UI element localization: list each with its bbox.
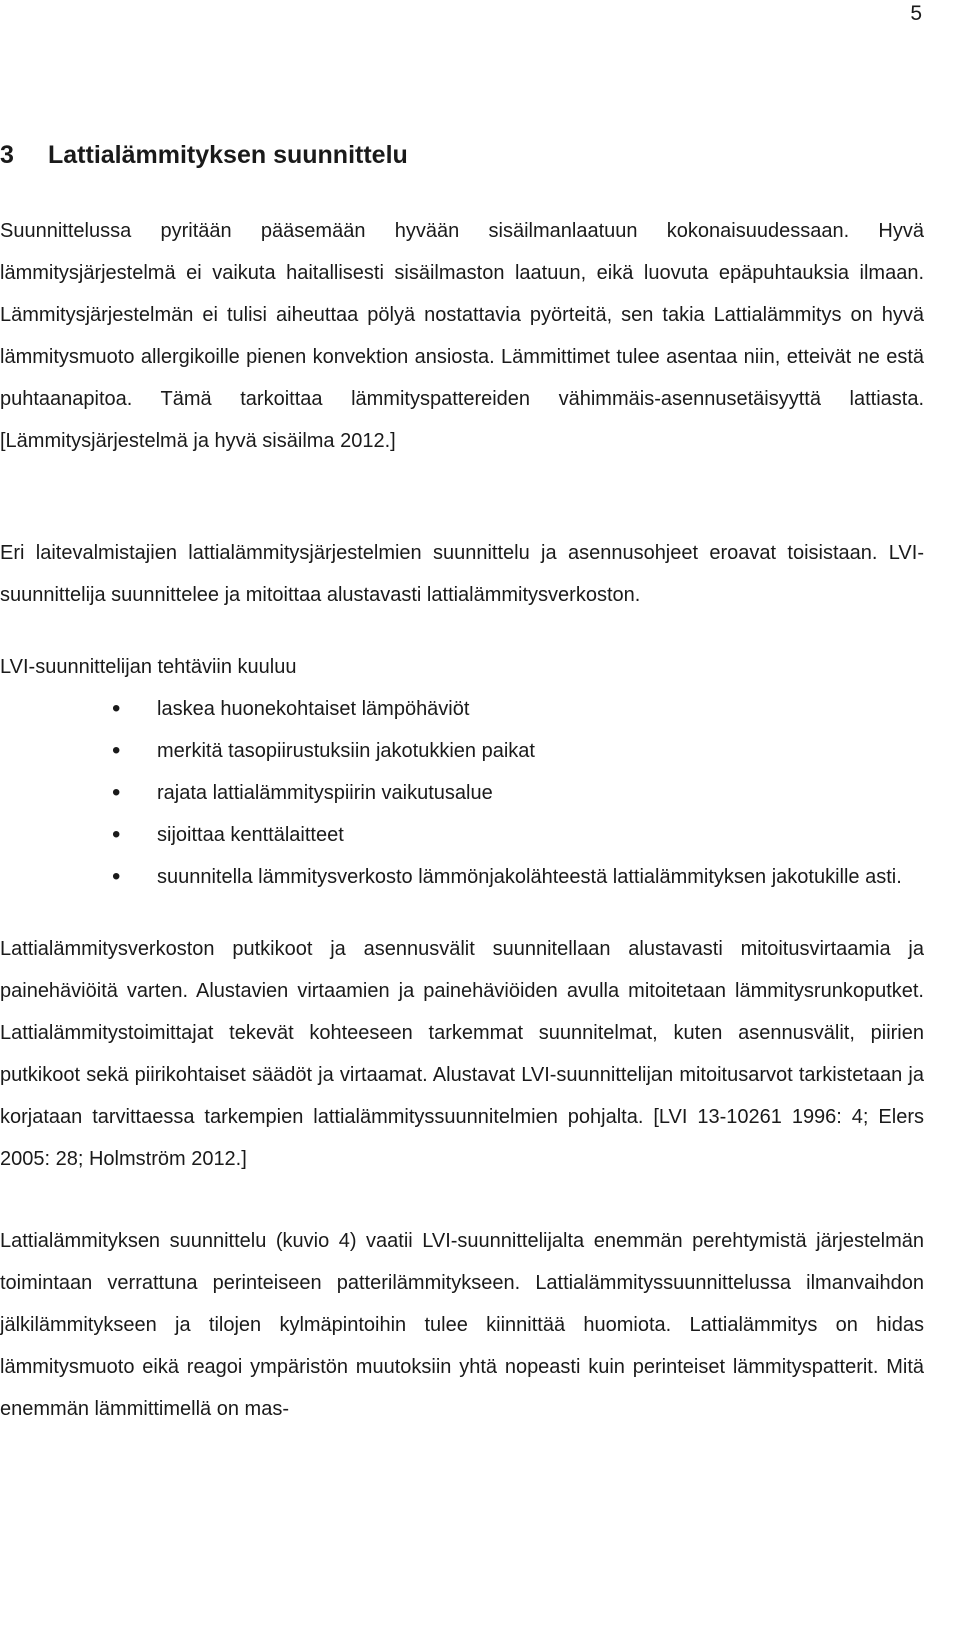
list-item: • sijoittaa kenttälaitteet <box>0 814 924 856</box>
list-item: • laskea huonekohtaiset lämpöhäviöt <box>0 688 924 730</box>
paragraph-tasks-intro: LVI-suunnittelijan tehtäviin kuuluu <box>0 656 297 678</box>
section-number: 3 <box>0 141 14 169</box>
paragraph-design-requirements: Lattialämmityksen suunnittelu (kuvio 4) vaatii LVI-suunnittelijalta enemmän perehtymistä järjestelmän toimintaan verrattuna perinteiseen patterilämmitykseen. Lattialämmityssuunnittelussa ilmanvaihdon jälkilämmitykseen ja tilojen kylmäpintoihin tulee kiinnittää huomiota. Lattialämmitys on hidas lämmitysmuoto eikä reagoi ympäristön muutoksiin yhtä nopeasti kuin perinteiset lämmityspatterit. Mitä enemmän lämmittimellä on mas- <box>0 1230 924 1420</box>
list-item: • merkitä tasopiirustuksiin jakotukkien paikat <box>0 730 924 772</box>
paragraph-indoor-air: Suunnittelussa pyritään pääsemään hyvään sisäilmanlaatuun kokonaisuudessaan. Hyvä lämmitysjärjestelmä ei vaikuta haitallisesti sisäilmaston laatuun, eikä luovuta epäpuhtauksia ilmaan. Lämmitysjärjestelmän ei tulisi aiheuttaa pölyä nostattavia pyörteitä, sen takia Lattialämmitys on hyvä lämmitysmuoto allergikoille pienen konvektion ansiosta. Lämmittimet tulee asentaa niin, etteivät ne estä puhtaanapitoa. Tämä tarkoittaa lämmityspattereiden vähimmäis-asennusetäisyyttä lattiasta. [Lämmitysjärjestelmä ja hyvä sisäilma 2012.] <box>0 220 924 452</box>
section-title: Lattialämmityksen suunnittelu <box>48 141 408 169</box>
list-item: • rajata lattialämmityspiirin vaikutusalue <box>0 772 924 814</box>
page-number: 5 <box>910 2 922 25</box>
paragraph-pipe-sizing: Lattialämmitysverkoston putkikoot ja asennusvälit suunnitellaan alustavasti mitoitusvirtaamia ja painehäviöitä varten. Alustavien virtaamien ja painehäviöiden avulla mitoitetaan lämmitysrunkoputket. Lattialämmitystoimittajat tekevät kohteeseen tarkemmat suunnitelmat, kuten asennusvälit, piirien putkikoot sekä piirikohtaiset säädöt ja virtaamat. Alustavat LVI-suunnittelijan mitoitusarvot tarkistetaan ja korjataan tarvittaessa tarkempien lattialämmityssuunnitelmien pohjalta. [LVI 13-10261 1996: 4; Elers 2005: 28; Holmström 2012.] <box>0 938 924 1170</box>
list-item: • suunnitella lämmitysverkosto lämmönjakolähteestä lattialämmityksen jakotukille asti. <box>0 856 924 898</box>
section-heading <box>0 136 924 174</box>
tasks-list <box>0 688 924 898</box>
document-body <box>0 136 924 1430</box>
paragraph-manufacturers: Eri laitevalmistajien lattialämmitysjärjestelmien suunnittelu ja asennusohjeet eroavat toisistaan. LVI-suunnittelija suunnittelee ja mitoittaa alustavasti lattialämmitysverkoston. <box>0 542 924 606</box>
